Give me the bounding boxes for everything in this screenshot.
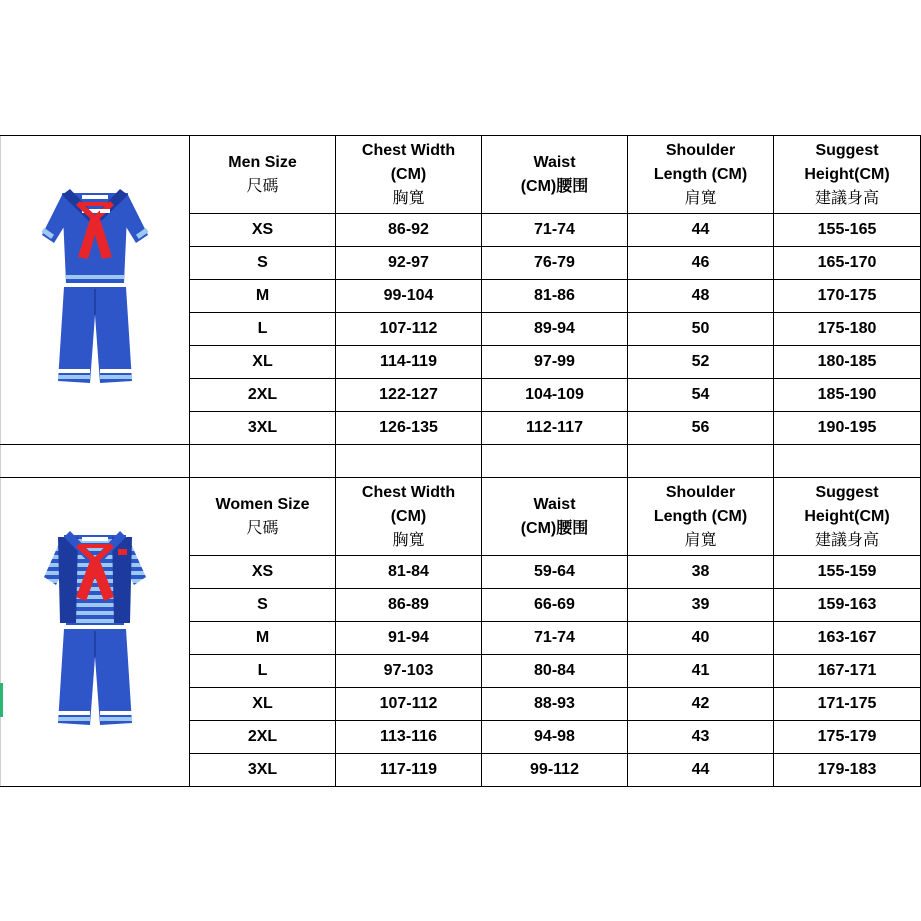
women-chest-header-zh: 胸寬	[392, 531, 425, 549]
waist-cell: 112-117	[482, 412, 628, 445]
women-chest-header-l1: Chest Width	[361, 483, 456, 501]
size-cell: M	[190, 280, 336, 313]
men-height-header-l2: Height(CM)	[804, 165, 890, 183]
size-cell: XS	[190, 214, 336, 247]
shoulder-cell: 39	[628, 589, 774, 622]
women-waist-header-l2: (CM)腰围	[520, 519, 589, 537]
size-cell: XL	[190, 688, 336, 721]
men-chest-header	[336, 136, 482, 214]
chest-cell: 92-97	[336, 247, 482, 280]
spacer-cell	[482, 445, 628, 478]
shoulder-cell: 52	[628, 346, 774, 379]
height-cell: 167-171	[774, 655, 921, 688]
shoulder-cell: 44	[628, 754, 774, 787]
size-cell: L	[190, 313, 336, 346]
waist-cell: 66-69	[482, 589, 628, 622]
size-cell: S	[190, 589, 336, 622]
shoulder-cell: 46	[628, 247, 774, 280]
chest-cell: 126-135	[336, 412, 482, 445]
waist-cell: 97-99	[482, 346, 628, 379]
selection-edge-marker	[0, 683, 3, 717]
men-chest-header-l1: Chest Width	[361, 141, 456, 159]
men-chest-header-l2: (CM)	[390, 165, 427, 183]
height-cell: 171-175	[774, 688, 921, 721]
height-cell: 179-183	[774, 754, 921, 787]
men-waist-header	[482, 136, 628, 214]
chest-cell: 107-112	[336, 688, 482, 721]
shoulder-cell: 56	[628, 412, 774, 445]
chest-cell: 86-92	[336, 214, 482, 247]
shoulder-cell: 41	[628, 655, 774, 688]
men-header-row	[1, 136, 921, 214]
men-shoulder-header-zh: 肩寬	[684, 189, 717, 207]
waist-cell: 88-93	[482, 688, 628, 721]
size-cell: 3XL	[190, 754, 336, 787]
height-cell: 155-165	[774, 214, 921, 247]
men-waist-header-l1: Waist	[533, 153, 576, 171]
spacer-cell	[336, 445, 482, 478]
height-cell: 180-185	[774, 346, 921, 379]
women-waist-header	[482, 478, 628, 556]
waist-cell: 76-79	[482, 247, 628, 280]
spacer-cell	[1, 445, 190, 478]
women-height-header-l2: Height(CM)	[804, 507, 890, 525]
men-costume-image	[1, 136, 190, 445]
size-cell: L	[190, 655, 336, 688]
waist-cell: 104-109	[482, 379, 628, 412]
women-costume-image	[1, 478, 190, 787]
men-sailor-costume-illustration	[40, 165, 150, 415]
men-height-header	[774, 136, 921, 214]
waist-cell: 99-112	[482, 754, 628, 787]
size-cell: M	[190, 622, 336, 655]
women-size-header-en: Women Size	[215, 495, 310, 513]
waist-cell: 59-64	[482, 556, 628, 589]
men-shoulder-header-l1: Shoulder	[665, 141, 736, 159]
women-shoulder-header-l1: Shoulder	[665, 483, 736, 501]
women-waist-header-l1: Waist	[533, 495, 576, 513]
spacer-row	[1, 445, 921, 478]
size-cell: 2XL	[190, 721, 336, 754]
chest-cell: 97-103	[336, 655, 482, 688]
men-waist-header-l2: (CM)腰围	[520, 177, 589, 195]
men-size-header-zh: 尺碼	[246, 177, 279, 195]
men-size-header-en: Men Size	[228, 153, 297, 171]
women-chest-header-l2: (CM)	[390, 507, 427, 525]
height-cell: 190-195	[774, 412, 921, 445]
men-size-header	[190, 136, 336, 214]
men-height-header-zh: 建議身高	[814, 189, 879, 207]
women-size-header	[190, 478, 336, 556]
shoulder-cell: 42	[628, 688, 774, 721]
size-cell: XS	[190, 556, 336, 589]
spacer-cell	[628, 445, 774, 478]
height-cell: 170-175	[774, 280, 921, 313]
height-cell: 175-179	[774, 721, 921, 754]
height-cell: 175-180	[774, 313, 921, 346]
women-shoulder-header-l2: Length (CM)	[653, 507, 748, 525]
spacer-cell	[190, 445, 336, 478]
height-cell: 163-167	[774, 622, 921, 655]
spacer-cell	[774, 445, 921, 478]
shoulder-cell: 48	[628, 280, 774, 313]
waist-cell: 80-84	[482, 655, 628, 688]
waist-cell: 81-86	[482, 280, 628, 313]
women-shoulder-header-zh: 肩寬	[684, 531, 717, 549]
chest-cell: 91-94	[336, 622, 482, 655]
waist-cell: 94-98	[482, 721, 628, 754]
shoulder-cell: 44	[628, 214, 774, 247]
chest-cell: 114-119	[336, 346, 482, 379]
women-height-header-l1: Suggest	[815, 483, 879, 501]
chest-cell: 107-112	[336, 313, 482, 346]
chest-cell: 99-104	[336, 280, 482, 313]
size-cell: 3XL	[190, 412, 336, 445]
shoulder-cell: 50	[628, 313, 774, 346]
men-shoulder-header-l2: Length (CM)	[653, 165, 748, 183]
height-cell: 159-163	[774, 589, 921, 622]
men-shoulder-header	[628, 136, 774, 214]
women-shoulder-header	[628, 478, 774, 556]
chest-cell: 86-89	[336, 589, 482, 622]
height-cell: 165-170	[774, 247, 921, 280]
women-chest-header	[336, 478, 482, 556]
women-height-header	[774, 478, 921, 556]
chest-cell: 122-127	[336, 379, 482, 412]
size-cell: 2XL	[190, 379, 336, 412]
shoulder-cell: 38	[628, 556, 774, 589]
shoulder-cell: 43	[628, 721, 774, 754]
size-cell: S	[190, 247, 336, 280]
waist-cell: 71-74	[482, 214, 628, 247]
men-chest-header-zh: 胸寬	[392, 189, 425, 207]
shoulder-cell: 40	[628, 622, 774, 655]
waist-cell: 71-74	[482, 622, 628, 655]
size-table	[0, 135, 921, 787]
women-header-row	[1, 478, 921, 556]
chest-cell: 113-116	[336, 721, 482, 754]
waist-cell: 89-94	[482, 313, 628, 346]
chest-cell: 117-119	[336, 754, 482, 787]
men-height-header-l1: Suggest	[815, 141, 879, 159]
shoulder-cell: 54	[628, 379, 774, 412]
women-height-header-zh: 建議身高	[814, 531, 879, 549]
size-cell: XL	[190, 346, 336, 379]
size-chart	[0, 135, 921, 787]
women-sailor-costume-illustration	[40, 507, 150, 757]
chest-cell: 81-84	[336, 556, 482, 589]
women-size-header-zh: 尺碼	[246, 519, 279, 537]
height-cell: 185-190	[774, 379, 921, 412]
height-cell: 155-159	[774, 556, 921, 589]
